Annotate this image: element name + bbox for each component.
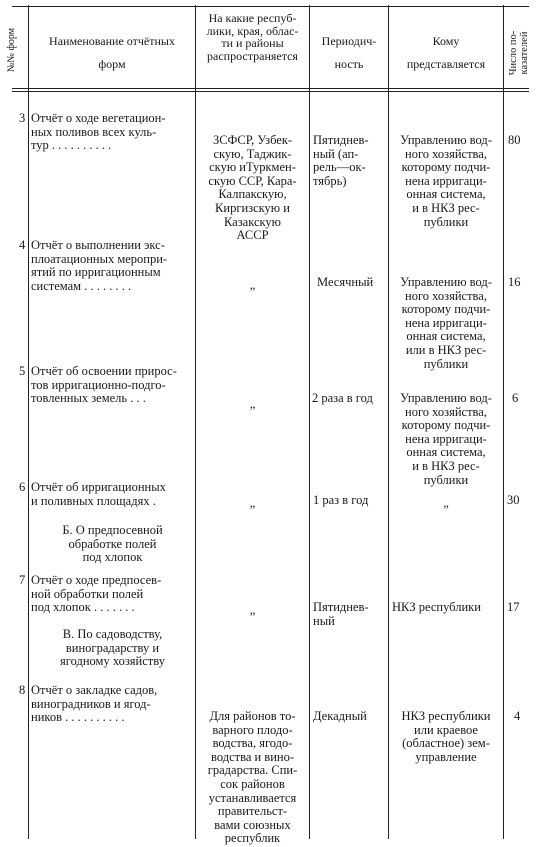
form-name: Отчёт об освоении прирос- тов ирригационно-подго- товленных земель . . . [31,364,177,406]
form-recipient: НКЗ республики или краевое (областное) зем- управление [401,709,491,764]
form-indicator-count: 4 [514,709,521,723]
form-number: 6 [19,480,26,494]
form-name: Отчёт о выполнении экс- плоатационных меропри- ятий по ирригационным системам . . . . . . . . [31,238,168,293]
form-number: 3 [19,111,26,125]
form-recipient: „ [443,496,449,510]
form-periodicity: 1 раз в год [313,493,369,507]
form-periodicity: Пятиднев- ный (ап- рель—ок- тябрь) [313,133,369,188]
column-divider [309,5,310,839]
form-indicator-count: 6 [512,391,519,405]
form-scope: „ [249,278,256,292]
header-form-name: Наименование отчётных форм [49,34,175,71]
header-recipient: Кому представляется [406,34,486,71]
form-name: Отчёт о ходе вегетацион- ных поливов всех куль- тур . . . . . . . . . . [31,111,166,153]
header-double-border [12,91,529,92]
form-indicator-count: 16 [508,275,521,289]
form-periodicity: 2 раза в год [312,391,373,405]
header-scope: На какие респуб- лики, края, облас- ти и районы распространяется [206,11,299,63]
header-periodicity: Периодич- ность [321,34,377,71]
form-indicator-count: 17 [507,600,520,614]
form-scope: ЗСФСР, Узбек- скую, Таджик- скую иТуркмен- скую ССР, Кара- Калпакскую, Киргизскую и Казакскую АССР [208,133,297,243]
form-number: 4 [19,238,26,252]
form-name: Отчёт о ходе предпосев- ной обработки полей под хлопок . . . . . . . [31,573,162,615]
form-recipient: Управлению вод- ного хозяйства, которому подчи- нена ирригаци- онная система, и в НКЗ рес- публики [400,133,492,229]
form-periodicity: Декадный [313,709,367,723]
form-scope: „ [249,397,256,411]
form-name: Отчёт об ирригационных и поливных площадях . [31,480,166,508]
form-recipient: НКЗ республики [392,600,481,614]
form-number: 7 [19,573,26,587]
form-scope: „ [249,603,256,617]
header-form-number: №№ форм [6,27,17,73]
section-heading: В. По садоводству, виноградарству и ягодному хозяйству [60,627,165,669]
header-bottom-border [12,88,529,89]
form-recipient: Управлению вод- ного хозяйства, которому подчи- нена ирригаци- онная система, или в НКЗ рес- публики [400,275,492,371]
form-scope: „ [249,496,256,510]
table-top-border [12,6,529,7]
form-name: Отчёт о закладке садов, виноградников и ягод- ников . . . . . . . . . . [31,683,158,725]
column-divider [503,5,504,839]
form-number: 5 [19,364,26,378]
section-heading: Б. О предпосевной обработке полей под хлопок [62,523,163,565]
form-indicator-count: 30 [507,493,520,507]
form-number: 8 [19,683,26,697]
form-periodicity: Пятиднев- ный [313,600,369,628]
header-indicator-count: Число по- казателей [508,30,530,76]
form-periodicity: Месячный [317,275,374,289]
column-divider [28,5,29,839]
form-recipient: Управлению вод- ного хозяйства, которому подчи- нена ирригаци- онная система, и в НКЗ рес- публики [400,391,492,487]
form-scope: Для районов то- варного плодо- водства, ягодо- водства и вино- градарства. Спи- сок районов устанавливается правительст- вами союзных республик [207,709,298,846]
form-indicator-count: 80 [508,133,521,147]
